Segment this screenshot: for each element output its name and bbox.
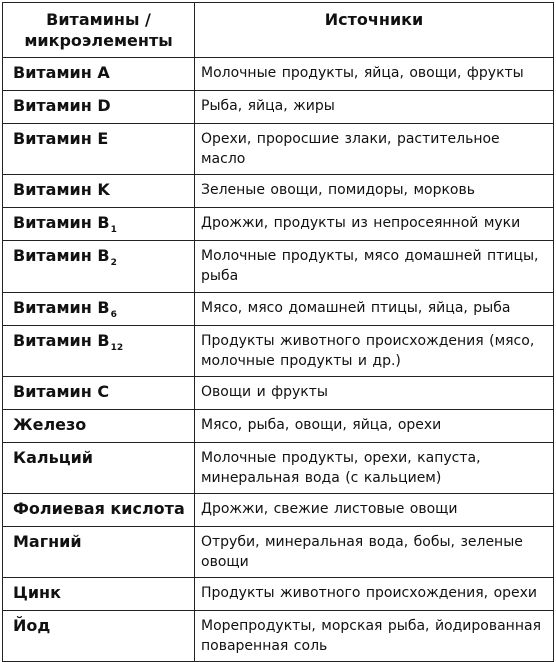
row-name: Кальций: [3, 443, 195, 494]
row-source: Мясо, мясо домашней птицы, яйца, рыба: [195, 293, 554, 326]
row-name: Йод: [3, 611, 195, 662]
table-header-row: [3, 3, 554, 58]
row-source: Мясо, рыба, овощи, яйца, орехи: [195, 410, 554, 443]
table-row: [3, 124, 554, 175]
row-source: Молочные продукты, орехи, капуста, минеральная вода (с кальцием): [195, 443, 554, 494]
row-name: Витамин K: [3, 175, 195, 208]
row-source: Орехи, проросшие злаки, растительное масло: [195, 124, 554, 175]
row-name: Магний: [3, 527, 195, 578]
row-source: Дрожжи, продукты из непросеянной муки: [195, 208, 554, 241]
table-row: [3, 175, 554, 208]
header-vitamins: [3, 3, 195, 58]
row-source: Молочные продукты, мясо домашней птицы, рыба: [195, 241, 554, 293]
row-name: Витамин C: [3, 377, 195, 410]
table-row: [3, 494, 554, 527]
table-row: [3, 527, 554, 578]
row-subscript: 2: [110, 258, 117, 268]
header-vitamins-line1: Витамины /: [46, 10, 151, 29]
table-row: [3, 578, 554, 611]
row-name: Цинк: [3, 578, 195, 611]
row-source: Зеленые овощи, помидоры, морковь: [195, 175, 554, 208]
row-source: Овощи и фрукты: [195, 377, 554, 410]
row-subscript: 6: [110, 310, 117, 320]
row-name: Витамин A: [3, 58, 195, 91]
row-name: Витамин D: [3, 91, 195, 124]
header-sources: Источники: [195, 3, 554, 58]
table-row: [3, 91, 554, 124]
row-name: Витамин E: [3, 124, 195, 175]
vitamins-sources-table: [2, 2, 554, 662]
table-row: [3, 208, 554, 241]
row-name: Железо: [3, 410, 195, 443]
row-source: Рыба, яйца, жиры: [195, 91, 554, 124]
row-name: Фолиевая кислота: [3, 494, 195, 527]
table-row: [3, 377, 554, 410]
table-row: [3, 443, 554, 494]
header-vitamins-line2: микроэлементы: [24, 31, 173, 50]
row-source: Продукты животного происхождения (мясо, молочные продукты и др.): [195, 326, 554, 377]
row-source: Дрожжи, свежие листовые овощи: [195, 494, 554, 527]
row-source: Морепродукты, морская рыба, йодированная поваренная соль: [195, 611, 554, 662]
row-name: Витамин $B_1$: [3, 208, 195, 241]
table-row: [3, 611, 554, 662]
table-row: [3, 326, 554, 377]
row-source: Отруби, минеральная вода, бобы, зеленые овощи: [195, 527, 554, 578]
table-row: [3, 293, 554, 326]
row-source: Молочные продукты, яйца, овощи, фрукты: [195, 58, 554, 91]
table-row: [3, 410, 554, 443]
row-name: Витамин $B_{12}$: [3, 326, 195, 377]
row-subscript: 12: [110, 343, 124, 353]
row-subscript: 1: [110, 225, 117, 235]
row-source: Продукты животного происхождения, орехи: [195, 578, 554, 611]
table-row: [3, 241, 554, 293]
row-name: Витамин $B_2$: [3, 241, 195, 293]
row-name: Витамин $B_6$: [3, 293, 195, 326]
table-row: [3, 58, 554, 91]
